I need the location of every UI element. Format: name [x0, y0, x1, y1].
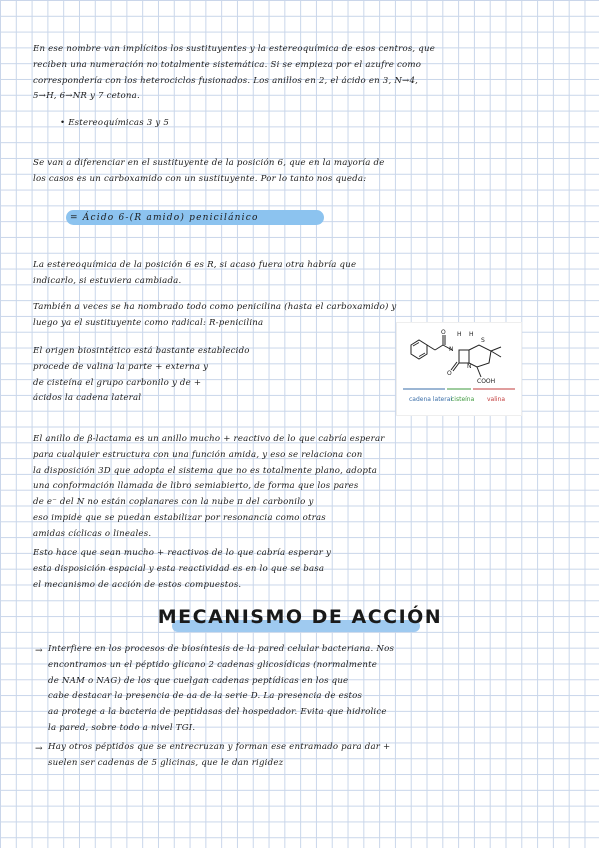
text-line: reciben una numeración no totalmente sistemática. Si se empieza por el azufre como — [33, 59, 422, 70]
text-line: procede de valina la parte + externa y — [33, 361, 209, 372]
label-valine: valina — [487, 396, 506, 403]
text-line: Se van a diferenciar en el sustituyente de la posición 6, que en la mayoría de — [33, 158, 385, 168]
text-line: Interfiere en los procesos de biosíntesis de la pared celular bacteriana. Nos — [48, 644, 395, 654]
paragraph-stereo-position6 — [33, 258, 553, 290]
highlight-formula: = Ácido 6-(R amido) penicilánico — [70, 213, 259, 223]
atom-n: N — [467, 363, 472, 370]
label-cysteine: cisteína — [451, 396, 475, 403]
paragraph-biosynthesis — [33, 344, 368, 407]
text-line: esta disposición espacial y esta reactividad es en lo que se basa — [33, 563, 325, 574]
atom-h: H — [457, 331, 462, 338]
text-line: encontramos un el péptido glicano 2 cadenas glicosídicas (normalmente — [48, 659, 378, 670]
text-line: cabe destacar la presencia de aa de la serie D. La presencia de estos — [48, 691, 363, 702]
text-line: luego ya el sustituyente como radical: R-penicilina — [33, 317, 264, 328]
text-line: una conformación llamada de libro semiabierto, de forma que los pares — [33, 481, 359, 492]
atom-o: O — [441, 329, 446, 336]
text-line: los casos es un carboxamido con un sustituyente. Por lo tanto nos queda: — [33, 173, 367, 184]
label-side-chain: cadena lateral — [409, 396, 453, 403]
atom-h: H — [469, 331, 474, 338]
beta-lactam-ring — [459, 350, 469, 363]
text-line: el mecanismo de acción de estos compuestos. — [33, 579, 242, 590]
text-line: aa protege a la bacteria de peptidasas del hospedador. Evita que hidrolice — [48, 707, 387, 718]
text-line: amidas cíclicas o lineales. — [33, 528, 152, 539]
text-line: Hay otros péptidos que se entrecruzan y forman ese entramado para dar + — [48, 742, 391, 752]
text-line: También a veces se ha nombrado todo como penicilina (hasta el carboxamido) y — [33, 302, 397, 312]
paragraph-beta-lactam — [33, 432, 553, 543]
atom-s: S — [481, 337, 485, 344]
paragraph-peptides — [48, 740, 553, 772]
arrow-icon: → — [35, 744, 43, 754]
bullet-stereochemistry — [60, 116, 580, 132]
text-line: indicarlo, si estuviera cambiada. — [33, 275, 182, 286]
text-line: El anillo de β-lactama es un anillo mucho + reactivo de lo que cabría esperar — [33, 434, 385, 444]
arrow-icon: → — [35, 646, 43, 656]
title-text: MECANISMO DE ACCIÓN — [157, 606, 443, 628]
atom-hn: N — [449, 346, 454, 353]
text-line: En ese nombre van implícitos los sustituyentes y la estereoquímica de esos centros, que — [33, 44, 436, 54]
text-line: ácidos la cadena lateral — [33, 393, 142, 404]
text-line: La estereoquímica de la posición 6 es R, si acaso fuera otra habría que — [33, 260, 357, 270]
text-line: suelen ser cadenas de 5 glicinas, que le dan rigidez — [48, 757, 284, 768]
text-line: correspondería con los heterociclos fusionados. Los anillos en 2, el ácido en 3, N→4, — [33, 75, 419, 86]
paragraph-mechanism — [48, 642, 553, 737]
text-line: de cisteína el grupo carbonilo y de + — [33, 377, 202, 388]
penicillin-structure-figure — [396, 322, 522, 416]
text-line: El origen biosintético está bastante establecido — [33, 346, 250, 356]
text-line: de e⁻ del N no están coplanares con la nube π del carbonilo y — [33, 497, 314, 508]
text-line: la disposición 3D que adopta el sistema que no es totalmente plano, adopta — [33, 465, 378, 476]
text-line: de NAM o NAG) de los que cuelgan cadenas peptídicas en los que — [48, 675, 349, 686]
paragraph-reactivity — [33, 546, 553, 593]
thiazolidine-ring — [469, 345, 491, 367]
atom-cooh: COOH — [477, 378, 496, 385]
text-line: • Estereoquímicas 3 y 5 — [60, 118, 170, 128]
section-title — [150, 602, 450, 632]
paragraph-substituent — [33, 156, 553, 188]
atom-o: O — [447, 370, 452, 377]
text-line: Esto hace que sean mucho + reactivos de lo que cabría esperar y — [33, 548, 332, 558]
paragraph-nomenclature — [33, 42, 553, 105]
text-line: 5→H, 6→NR y 7 cetona. — [33, 91, 140, 102]
text-line: para cualquier estructura con una función amida, y eso se relaciona con — [33, 449, 363, 460]
text-line: la pared, sobre todo a nivel TGI. — [48, 722, 196, 733]
text-line: eso impide que se puedan estabilizar por resonancia como otras — [33, 512, 326, 523]
